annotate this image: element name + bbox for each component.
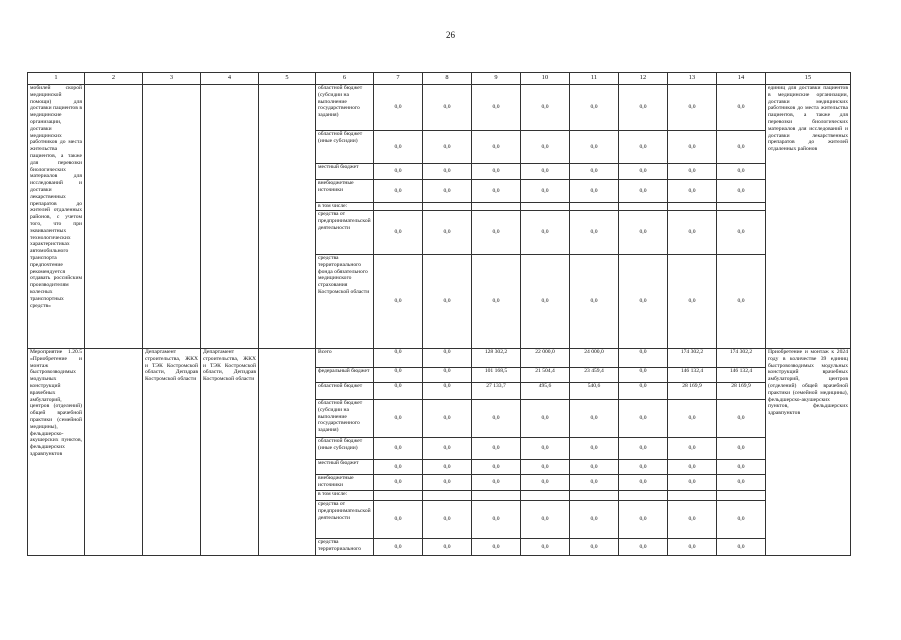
value-cell: 0,0 (570, 131, 619, 164)
value-cell: 0,0 (668, 85, 717, 131)
value-cell (668, 491, 717, 501)
value-cell: 0,0 (668, 180, 717, 203)
value-cell: 0,0 (423, 460, 472, 475)
value-cell: 21 504,4 (521, 368, 570, 383)
value-cell: 0,0 (619, 349, 668, 368)
value-cell: 0,0 (570, 255, 619, 349)
value-cell: 28 169,9 (717, 383, 766, 400)
value-cell (521, 491, 570, 501)
value-cell: 0,0 (521, 255, 570, 349)
value-cell: 174 302,2 (668, 349, 717, 368)
expected-result-cell: Приобретение и монтаж к 2024 году в количестве 39 единиц быстровозводимых модульных конструкций врачебных амбулаторий, центров (отделений) общей врачебной практики (семейной медицины), фельдшерско-акушерских пунктов, фельдшерских здравпунктов (766, 349, 851, 556)
col1-cell: мобилей скорой медицинской помощи) для доставки пациентов в медицинские организации, доставки медицинских работников до места жительства пациентов, а также для перевозки биологических материалов для исследований и доставки лекарственных препаратов до жителей отдаленных районов, с учетом того, что при эквивалентных технологических характеристиках автомобильного транспорта предпочтение рекомендуется отдавать российским производителям колесных транспортных средств» (28, 85, 85, 349)
column-header: 9 (472, 73, 521, 85)
funding-source: Всего (316, 349, 374, 368)
funding-source: областной бюджет (316, 383, 374, 400)
value-cell: 0,0 (717, 460, 766, 475)
value-cell: 0,0 (472, 131, 521, 164)
value-cell: 0,0 (423, 180, 472, 203)
value-cell: 0,0 (374, 438, 423, 460)
value-cell (423, 491, 472, 501)
value-cell: 0,0 (521, 438, 570, 460)
value-cell: 0,0 (668, 438, 717, 460)
col3-cell (143, 85, 201, 349)
value-cell (423, 203, 472, 211)
value-cell: 0,0 (570, 180, 619, 203)
value-cell: 0,0 (717, 475, 766, 491)
value-cell: 0,0 (472, 475, 521, 491)
column-header-row (28, 73, 851, 85)
col2-cell (85, 85, 143, 349)
value-cell: 0,0 (374, 164, 423, 180)
col2-cell (85, 349, 143, 556)
value-cell: 0,0 (570, 438, 619, 460)
value-cell: 0,0 (423, 164, 472, 180)
value-cell: 0,0 (619, 85, 668, 131)
col5-cell (259, 85, 316, 349)
value-cell: 0,0 (521, 539, 570, 556)
value-cell: 0,0 (423, 211, 472, 255)
value-cell: 146 132,4 (668, 368, 717, 383)
value-cell: 0,0 (717, 539, 766, 556)
col4-cell: Департамент строительства, ЖКХ и ТЭК Костромской области, Депздрав Костромской области (201, 349, 259, 556)
funding-source: внебюджетные источники (316, 475, 374, 491)
value-cell (619, 491, 668, 501)
value-cell: 0,0 (423, 539, 472, 556)
value-cell: 0,0 (374, 131, 423, 164)
value-cell: 0,0 (717, 131, 766, 164)
column-header: 8 (423, 73, 472, 85)
value-cell: 0,0 (472, 501, 521, 539)
column-header: 6 (316, 73, 374, 85)
value-cell: 0,0 (374, 255, 423, 349)
value-cell: 0,0 (668, 131, 717, 164)
funding-source: средства от предпринимательской деятельности (316, 501, 374, 539)
table-row (28, 85, 851, 131)
column-header: 11 (570, 73, 619, 85)
funding-source: областной бюджет (иные субсидии) (316, 131, 374, 164)
value-cell: 0,0 (619, 475, 668, 491)
value-cell: 0,0 (423, 501, 472, 539)
value-cell: 28 169,9 (668, 383, 717, 400)
column-header: 2 (85, 73, 143, 85)
value-cell (521, 203, 570, 211)
value-cell: 0,0 (423, 438, 472, 460)
column-header: 4 (201, 73, 259, 85)
value-cell: 0,0 (472, 438, 521, 460)
funding-source: в том числе: (316, 491, 374, 501)
value-cell: 0,0 (374, 349, 423, 368)
value-cell: 0,0 (521, 180, 570, 203)
value-cell (619, 203, 668, 211)
value-cell: 128 302,2 (472, 349, 521, 368)
value-cell: 0,0 (423, 383, 472, 400)
value-cell: 0,0 (668, 475, 717, 491)
value-cell: 0,0 (472, 400, 521, 438)
value-cell: 0,0 (521, 131, 570, 164)
value-cell (472, 203, 521, 211)
value-cell: 0,0 (472, 211, 521, 255)
value-cell (374, 491, 423, 501)
value-cell: 0,0 (717, 85, 766, 131)
value-cell: 0,0 (521, 475, 570, 491)
value-cell: 0,0 (374, 180, 423, 203)
column-header: 3 (143, 73, 201, 85)
column-header: 13 (668, 73, 717, 85)
value-cell (717, 203, 766, 211)
budget-table (27, 72, 851, 556)
value-cell: 0,0 (717, 164, 766, 180)
value-cell: 0,0 (668, 255, 717, 349)
funding-source: областной бюджет (субсидии на выполнение государственного задания) (316, 85, 374, 131)
page-number: 26 (446, 30, 455, 40)
value-cell: 0,0 (423, 400, 472, 438)
funding-source: средства территориального фонда обязательного медицинского страхования Костромской области (316, 255, 374, 349)
value-cell: 0,0 (521, 85, 570, 131)
column-header: 12 (619, 73, 668, 85)
value-cell: 0,0 (521, 211, 570, 255)
funding-source: в том числе: (316, 203, 374, 211)
value-cell: 0,0 (374, 400, 423, 438)
value-cell: 0,0 (717, 400, 766, 438)
column-header: 15 (766, 73, 851, 85)
funding-source: местный бюджет (316, 460, 374, 475)
value-cell: 0,0 (423, 368, 472, 383)
value-cell: 0,0 (521, 164, 570, 180)
value-cell: 0,0 (570, 460, 619, 475)
value-cell: 0,0 (619, 180, 668, 203)
value-cell (374, 203, 423, 211)
value-cell: 0,0 (619, 131, 668, 164)
value-cell: 0,0 (521, 400, 570, 438)
value-cell: 0,0 (472, 255, 521, 349)
value-cell: 0,0 (570, 539, 619, 556)
value-cell: 0,0 (423, 85, 472, 131)
value-cell: 0,0 (374, 475, 423, 491)
value-cell: 0,0 (619, 211, 668, 255)
column-header: 5 (259, 73, 316, 85)
funding-source: областной бюджет (субсидии на выполнение государственного задания) (316, 400, 374, 438)
value-cell: 0,0 (472, 180, 521, 203)
value-cell: 0,0 (717, 501, 766, 539)
value-cell: 495,6 (521, 383, 570, 400)
value-cell: 146 132,4 (717, 368, 766, 383)
value-cell (717, 491, 766, 501)
value-cell: 0,0 (472, 85, 521, 131)
value-cell: 0,0 (668, 400, 717, 438)
value-cell: 0,0 (619, 164, 668, 180)
value-cell: 0,0 (619, 383, 668, 400)
value-cell: 0,0 (717, 255, 766, 349)
value-cell: 0,0 (570, 164, 619, 180)
value-cell: 0,0 (717, 211, 766, 255)
column-header: 10 (521, 73, 570, 85)
value-cell: 0,0 (619, 539, 668, 556)
value-cell: 0,0 (668, 460, 717, 475)
value-cell: 0,0 (472, 539, 521, 556)
value-cell: 0,0 (423, 255, 472, 349)
value-cell: 0,0 (619, 255, 668, 349)
value-cell: 0,0 (521, 460, 570, 475)
value-cell: 0,0 (619, 501, 668, 539)
value-cell: 174 302,2 (717, 349, 766, 368)
value-cell: 0,0 (668, 539, 717, 556)
value-cell: 0,0 (472, 460, 521, 475)
value-cell: 0,0 (668, 211, 717, 255)
value-cell: 0,0 (374, 368, 423, 383)
value-cell: 0,0 (619, 368, 668, 383)
funding-source: внебюджетные источники (316, 180, 374, 203)
value-cell: 0,0 (668, 164, 717, 180)
value-cell: 0,0 (374, 539, 423, 556)
value-cell: 0,0 (570, 475, 619, 491)
value-cell (472, 491, 521, 501)
value-cell: 0,0 (374, 460, 423, 475)
value-cell: 0,0 (717, 180, 766, 203)
column-header: 14 (717, 73, 766, 85)
value-cell: 23 459,4 (570, 368, 619, 383)
value-cell (570, 491, 619, 501)
value-cell: 0,0 (374, 501, 423, 539)
funding-source: областной бюджет (иные субсидии) (316, 438, 374, 460)
column-header: 1 (28, 73, 85, 85)
value-cell: 0,0 (717, 438, 766, 460)
value-cell: 0,0 (374, 85, 423, 131)
funding-source: средства от предпринимательской деятельности (316, 211, 374, 255)
value-cell: 0,0 (619, 438, 668, 460)
value-cell: 0,0 (374, 211, 423, 255)
col3-cell: Департамент строительства, ЖКХ и ТЭК Костромской области, Депздрав Костромской области (143, 349, 201, 556)
table-row (28, 349, 851, 368)
value-cell: 22 000,0 (521, 349, 570, 368)
value-cell (668, 203, 717, 211)
funding-source: федеральный бюджет (316, 368, 374, 383)
funding-source: средства территориального (316, 539, 374, 556)
value-cell (570, 203, 619, 211)
value-cell: 0,0 (570, 501, 619, 539)
value-cell: 540,6 (570, 383, 619, 400)
col1-cell: Мероприятие 1.20.5 «Приобретение и монтаж быстровозводимых модульных конструкций врачебных амбулаторий, центров (отделений) общей врачебной практики (семейной медицины), фельдшерско-акушерских пунктов, фельдшерских здравпунктов (28, 349, 85, 556)
value-cell: 27 133,7 (472, 383, 521, 400)
value-cell: 0,0 (423, 475, 472, 491)
value-cell: 0,0 (570, 211, 619, 255)
value-cell: 101 168,5 (472, 368, 521, 383)
value-cell: 24 000,0 (570, 349, 619, 368)
value-cell: 0,0 (472, 164, 521, 180)
column-header: 7 (374, 73, 423, 85)
value-cell: 0,0 (570, 400, 619, 438)
value-cell: 0,0 (423, 349, 472, 368)
col5-cell (259, 349, 316, 556)
col4-cell (201, 85, 259, 349)
value-cell: 0,0 (423, 131, 472, 164)
value-cell: 0,0 (668, 501, 717, 539)
value-cell: 0,0 (521, 501, 570, 539)
value-cell: 0,0 (570, 85, 619, 131)
funding-source: местный бюджет (316, 164, 374, 180)
expected-result-cell: единиц для доставки пациентов в медицинские организации, доставки медицинских работников до места жительства пациентов, а также для перевозки биологических материалов для исследований и доставки лекарственных препаратов до жителей отдаленных районов (766, 85, 851, 349)
value-cell: 0,0 (619, 460, 668, 475)
value-cell: 0,0 (374, 383, 423, 400)
value-cell: 0,0 (619, 400, 668, 438)
